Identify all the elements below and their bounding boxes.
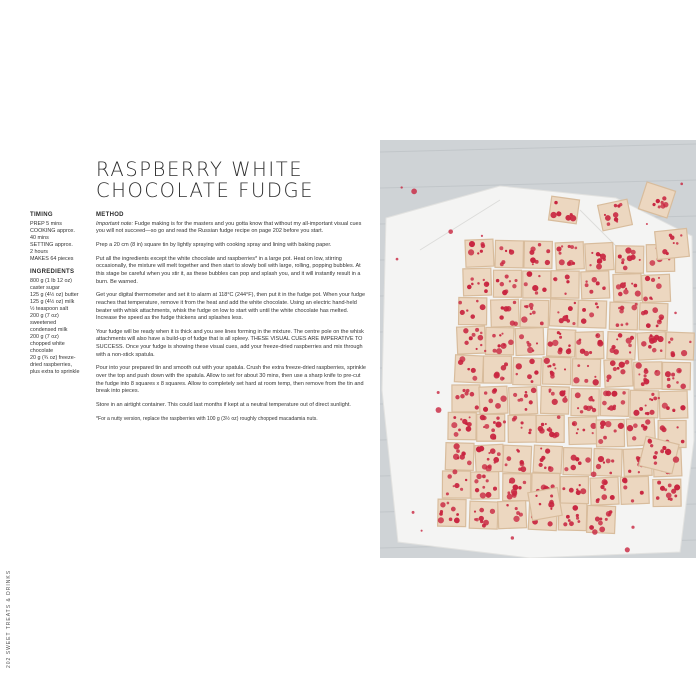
- fudge-piece: [662, 362, 690, 389]
- raspberry-crumb: [493, 436, 496, 439]
- raspberry-crumb: [437, 391, 440, 394]
- fudge-piece: [513, 358, 542, 386]
- fudge-piece: [543, 357, 572, 385]
- fudge-piece: [448, 412, 476, 439]
- raspberry-crumb: [446, 492, 449, 495]
- raspberry-crumb: [458, 301, 462, 305]
- raspberry-crumb: [569, 488, 574, 493]
- fudge-piece: [578, 300, 607, 328]
- raspberry-crumb: [508, 340, 514, 346]
- fudge-piece: [465, 239, 494, 267]
- ingredient-line: 125 g (4½ oz) butter: [30, 292, 79, 298]
- raspberry-crumb: [580, 410, 583, 413]
- timing-makes: MAKES 64 pieces: [30, 256, 74, 262]
- raspberry-crumb: [631, 526, 634, 529]
- raspberry-crumb: [452, 469, 457, 474]
- method-intro: [96, 221, 368, 236]
- fudge-piece: [520, 300, 549, 328]
- raspberry-crumb: [495, 421, 501, 427]
- raspberry-crumb: [673, 456, 679, 462]
- raspberry-crumb: [514, 279, 517, 282]
- recipe-sidebar: [30, 212, 90, 376]
- raspberry-crumb: [680, 183, 683, 186]
- timing-heading: TIMING: [30, 212, 53, 218]
- raspberry-crumb: [496, 416, 499, 419]
- fudge-piece: [528, 488, 562, 521]
- raspberry-crumb: [496, 279, 500, 283]
- fudge-piece: [659, 391, 688, 419]
- fudge-piece: [665, 332, 694, 360]
- fudge-piece: [503, 474, 531, 501]
- fudge-square: [493, 270, 521, 297]
- timing-cooking: COOKING approx.: [30, 228, 75, 234]
- raspberry-crumb: [674, 312, 677, 315]
- raspberry-crumb: [541, 423, 544, 426]
- running-head: [6, 568, 16, 668]
- fudge-piece: [454, 355, 483, 383]
- fudge-piece: [560, 477, 588, 504]
- raspberry-crumb: [631, 499, 634, 502]
- method-heading: METHOD: [96, 212, 124, 218]
- ingredient-line: 800 g (1 lb 12 oz): [30, 278, 72, 284]
- fudge-piece: [524, 241, 553, 269]
- raspberry-crumb: [470, 392, 475, 397]
- raspberry-crumb: [532, 285, 538, 291]
- raspberry-crumb: [606, 511, 612, 517]
- raspberry-crumb: [676, 426, 678, 428]
- fudge-piece: [571, 389, 599, 416]
- fudge-piece: [581, 271, 610, 299]
- raspberry-crumb: [646, 223, 648, 225]
- ingredient-line: chopped white: [30, 341, 65, 347]
- right-page: [380, 0, 700, 700]
- raspberry-crumb: [549, 427, 551, 429]
- raspberry-crumb: [412, 511, 415, 514]
- ingredient-line: plus extra to sprinkle: [30, 369, 80, 375]
- fudge-square: [665, 332, 694, 360]
- raspberry-crumb: [494, 371, 500, 377]
- fudge-piece: [515, 328, 544, 356]
- method-step-1: Prep a 20 cm (8 in) square tin by lightly spraying with cooking spray and lining with baking paper.: [96, 241, 332, 248]
- raspberry-crumb: [512, 284, 516, 288]
- fudge-piece: [547, 329, 576, 357]
- raspberry-crumb: [460, 394, 465, 399]
- fudge-piece: [593, 449, 622, 477]
- raspberry-crumb: [625, 547, 630, 552]
- ingredient-line: ½ teaspoon salt: [30, 306, 69, 312]
- fudge-piece: [503, 445, 532, 473]
- raspberry-crumb: [493, 421, 496, 424]
- raspberry-crumb: [548, 389, 551, 392]
- ingredient-line: sweetened: [30, 320, 57, 326]
- fudge-square: [528, 488, 562, 521]
- raspberry-crumb: [523, 481, 527, 485]
- fudge-piece: [509, 387, 538, 415]
- fudge-piece: [452, 385, 480, 412]
- raspberry-crumb: [661, 427, 666, 432]
- fudge-piece: [609, 302, 638, 330]
- raspberry-crumb: [511, 536, 514, 539]
- fudge-square: [655, 228, 690, 259]
- raspberry-crumb: [436, 407, 442, 413]
- important-note-text: Fudge making is for the masters and you gotta know that without my all-important visual cues you will not succeed—so go and read the Russian fudge recipe on page 202 before you start.: [96, 220, 362, 235]
- fudge-piece: [613, 274, 642, 302]
- raspberry-crumb: [512, 493, 517, 498]
- ingredients-heading: INGREDIENTS: [30, 269, 75, 275]
- fudge-square: [558, 503, 587, 531]
- fudge-piece: [533, 445, 562, 473]
- fudge-piece: [471, 472, 499, 499]
- fudge-piece: [598, 199, 633, 231]
- fudge-piece: [604, 359, 633, 387]
- raspberry-crumb: [538, 426, 544, 432]
- ingredient-line: 125 g (4½ oz) milk: [30, 299, 75, 305]
- raspberry-crumb: [464, 391, 468, 395]
- fudge-piece: [590, 477, 619, 505]
- raspberry-crumb: [545, 423, 547, 425]
- page-number-and-section: 202 SWEET TREATS & DRINKS: [6, 569, 12, 668]
- fudge-piece: [615, 246, 643, 273]
- method-step-2: Put all the ingredients except the white chocolate and raspberries* in a large pot. Heat on low, stirring occasionally, the mixture will melt together and then start to slowly boil with large, rolling, popping bubbles. At this stage be careful when you stir it, as these bubbles can pop and splash you, and it will instantly result in a burn. Be warned.: [96, 255, 361, 285]
- fudge-piece: [653, 479, 681, 506]
- raspberry-crumb: [504, 362, 508, 366]
- fudge-piece: [477, 414, 505, 441]
- fudge-piece: [551, 271, 579, 298]
- raspberry-crumb: [538, 275, 540, 277]
- fudge-piece: [639, 303, 668, 331]
- raspberry-crumb: [447, 474, 452, 479]
- fudge-piece: [459, 298, 487, 325]
- raspberry-crumb: [505, 274, 509, 278]
- fudge-piece: [442, 471, 470, 498]
- fudge-piece: [555, 242, 584, 270]
- fudge-piece: [479, 386, 508, 414]
- raspberry-crumb: [557, 415, 561, 419]
- fudge-square: [483, 356, 511, 383]
- ingredient-line: 200 g (7 oz): [30, 313, 59, 319]
- raspberry-crumb: [455, 395, 459, 399]
- fudge-piece: [587, 505, 616, 533]
- raspberry-crumb: [500, 282, 505, 287]
- raspberry-crumb: [411, 189, 417, 195]
- fudge-piece: [637, 332, 666, 360]
- raspberry-crumb: [527, 271, 533, 277]
- fudge-piece: [641, 274, 670, 302]
- raspberry-crumb: [507, 494, 513, 500]
- fudge-piece: [549, 299, 578, 327]
- fudge-piece: [536, 415, 564, 442]
- raspberry-crumb: [635, 303, 638, 306]
- raspberry-crumb: [576, 490, 581, 495]
- fudge-piece: [495, 240, 523, 267]
- recipe-title: [96, 159, 366, 201]
- raspberry-crumb: [513, 322, 517, 326]
- raspberry-crumb: [562, 487, 565, 490]
- recipe-title-line-1: RASPBERRY WHITE: [96, 158, 304, 181]
- ingredient-line: dried raspberries,: [30, 362, 72, 368]
- raspberry-crumb: [579, 484, 581, 486]
- method-step-6: Store in an airtight container. This could last months if kept at a neutral temperature out of direct sunlight.: [96, 402, 351, 408]
- raspberry-crumb: [421, 530, 423, 532]
- fudge-piece: [600, 389, 629, 417]
- raspberry-crumb: [681, 440, 685, 444]
- raspberry-crumb: [542, 287, 547, 292]
- fudge-piece: [469, 501, 498, 529]
- raspberry-crumb: [666, 493, 672, 499]
- timing-setting-value: 2 hours: [30, 249, 48, 255]
- method-step-4: Your fudge will be ready when it is thick and you see lines forming in the mixture. The centre pole on the whisk attachments will also have a build-up of fudge that is all spleey. THESE VISUAL CUES ARE IMPERATIVE TO SUCCESS. Once your fudge is showing these visual cues, add your freeze-dried raspberries and mix through with a non-stick spatula.: [96, 328, 364, 358]
- fudge-square: [495, 240, 523, 267]
- raspberry-crumb: [591, 471, 597, 477]
- raspberry-crumb: [476, 474, 481, 479]
- raspberry-crumb: [460, 488, 463, 491]
- fudge-piece: [493, 270, 521, 297]
- fudge-piece: [475, 444, 504, 472]
- important-note-label: Important note:: [96, 220, 133, 227]
- raspberry-crumb: [678, 370, 681, 373]
- raspberry-crumb: [513, 416, 517, 420]
- timing-setting: SETTING approx.: [30, 242, 73, 248]
- raspberry-crumb: [481, 235, 483, 237]
- fudge-piece: [575, 332, 604, 360]
- raspberry-crumb: [482, 416, 486, 420]
- fudge-piece: [634, 362, 662, 389]
- timing-cooking-value: 40 mins: [30, 235, 49, 241]
- raspberry-crumb: [503, 420, 506, 423]
- raspberry-crumb: [465, 479, 468, 482]
- raspberry-crumb: [658, 397, 660, 399]
- raspberry-crumb: [462, 389, 465, 392]
- raspberry-crumb: [552, 433, 557, 438]
- fudge-piece: [596, 420, 624, 447]
- fudge-piece: [463, 268, 492, 296]
- raspberry-crumb: [504, 289, 508, 293]
- raspberry-crumb: [475, 405, 479, 409]
- fudge-piece: [438, 499, 466, 526]
- raspberry-crumb: [535, 291, 538, 294]
- raspberry-crumb: [491, 428, 495, 432]
- raspberry-crumb: [453, 485, 455, 487]
- ingredient-line: chocolate: [30, 348, 54, 354]
- fudge-piece: [630, 390, 659, 418]
- ingredient-line: condensed milk: [30, 327, 68, 333]
- raspberry-crumb: [396, 258, 399, 261]
- raspberry-crumb: [454, 483, 459, 488]
- raspberry-crumb: [494, 461, 496, 463]
- fudge-piece: [655, 228, 690, 259]
- recipe-title-line-2: CHOCOLATE FUDGE: [96, 179, 315, 202]
- fudge-piece: [548, 196, 579, 224]
- method-section: [96, 212, 368, 429]
- raspberry-crumb: [584, 379, 588, 383]
- raspberry-crumb: [484, 350, 486, 352]
- raspberry-crumb: [592, 529, 598, 535]
- fudge-piece: [558, 503, 587, 531]
- fudge-piece: [563, 448, 592, 476]
- raspberry-crumb: [486, 479, 489, 482]
- raspberry-crumb: [484, 424, 489, 429]
- method-step-5: Pour into your prepared tin and smooth out with your spatula. Crush the extra freeze-dried raspberries, sprinkle over the top and push down with the spatula. Allow to set for about 30 mins, then use a sharp knife to pre-cut the fudge into 8 squares x 8 squares. Allow to completely set hard at room temp, then remove from the tin and break into pieces.: [96, 365, 366, 395]
- fudge-piece: [483, 356, 511, 383]
- ingredient-line: caster sugar: [30, 285, 60, 291]
- fudge-piece: [498, 501, 527, 529]
- fudge-piece: [568, 417, 597, 445]
- raspberry-fudge-photo: [380, 140, 696, 558]
- fudge-piece: [508, 415, 536, 442]
- ingredient-line: 200 g (7 oz): [30, 334, 59, 340]
- raspberry-crumb: [518, 486, 522, 490]
- ingredients-list: [30, 278, 90, 376]
- fudge-piece: [540, 386, 569, 414]
- method-step-3: Get your digital thermometer and set it to alarm at 118°C (244°F), then put it in the fudge pot. When your fudge reaches that temperature, remove it from the heat and add the white chocolate. Using an electric hand-held beater with whisk attachments, whisk the fudge on low to start with until the white chocolate has melted. Increase the speed as the fudge thickens and splashes less.: [96, 292, 366, 322]
- fudge-piece: [457, 326, 486, 354]
- raspberry-crumb: [502, 377, 504, 379]
- raspberry-crumb: [509, 481, 511, 483]
- raspberry-crumb: [509, 280, 511, 282]
- fudge-piece: [620, 476, 649, 504]
- ingredient-line: 20 g (¾ oz) freeze-: [30, 355, 76, 361]
- raspberry-crumb: [448, 229, 453, 234]
- timing-prep: PREP 5 mins: [30, 221, 62, 227]
- fudge-piece: [585, 243, 614, 271]
- raspberry-crumb: [580, 488, 586, 494]
- raspberry-crumb: [401, 186, 403, 188]
- fudge-piece: [607, 332, 636, 360]
- fudge-piece: [445, 443, 474, 471]
- raspberry-crumb: [524, 282, 528, 286]
- fudge-square: [653, 479, 681, 506]
- method-footnote: *For a nutty version, replace the raspberries with 100 g (3½ oz) roughly chopped macadamia nuts.: [96, 415, 318, 422]
